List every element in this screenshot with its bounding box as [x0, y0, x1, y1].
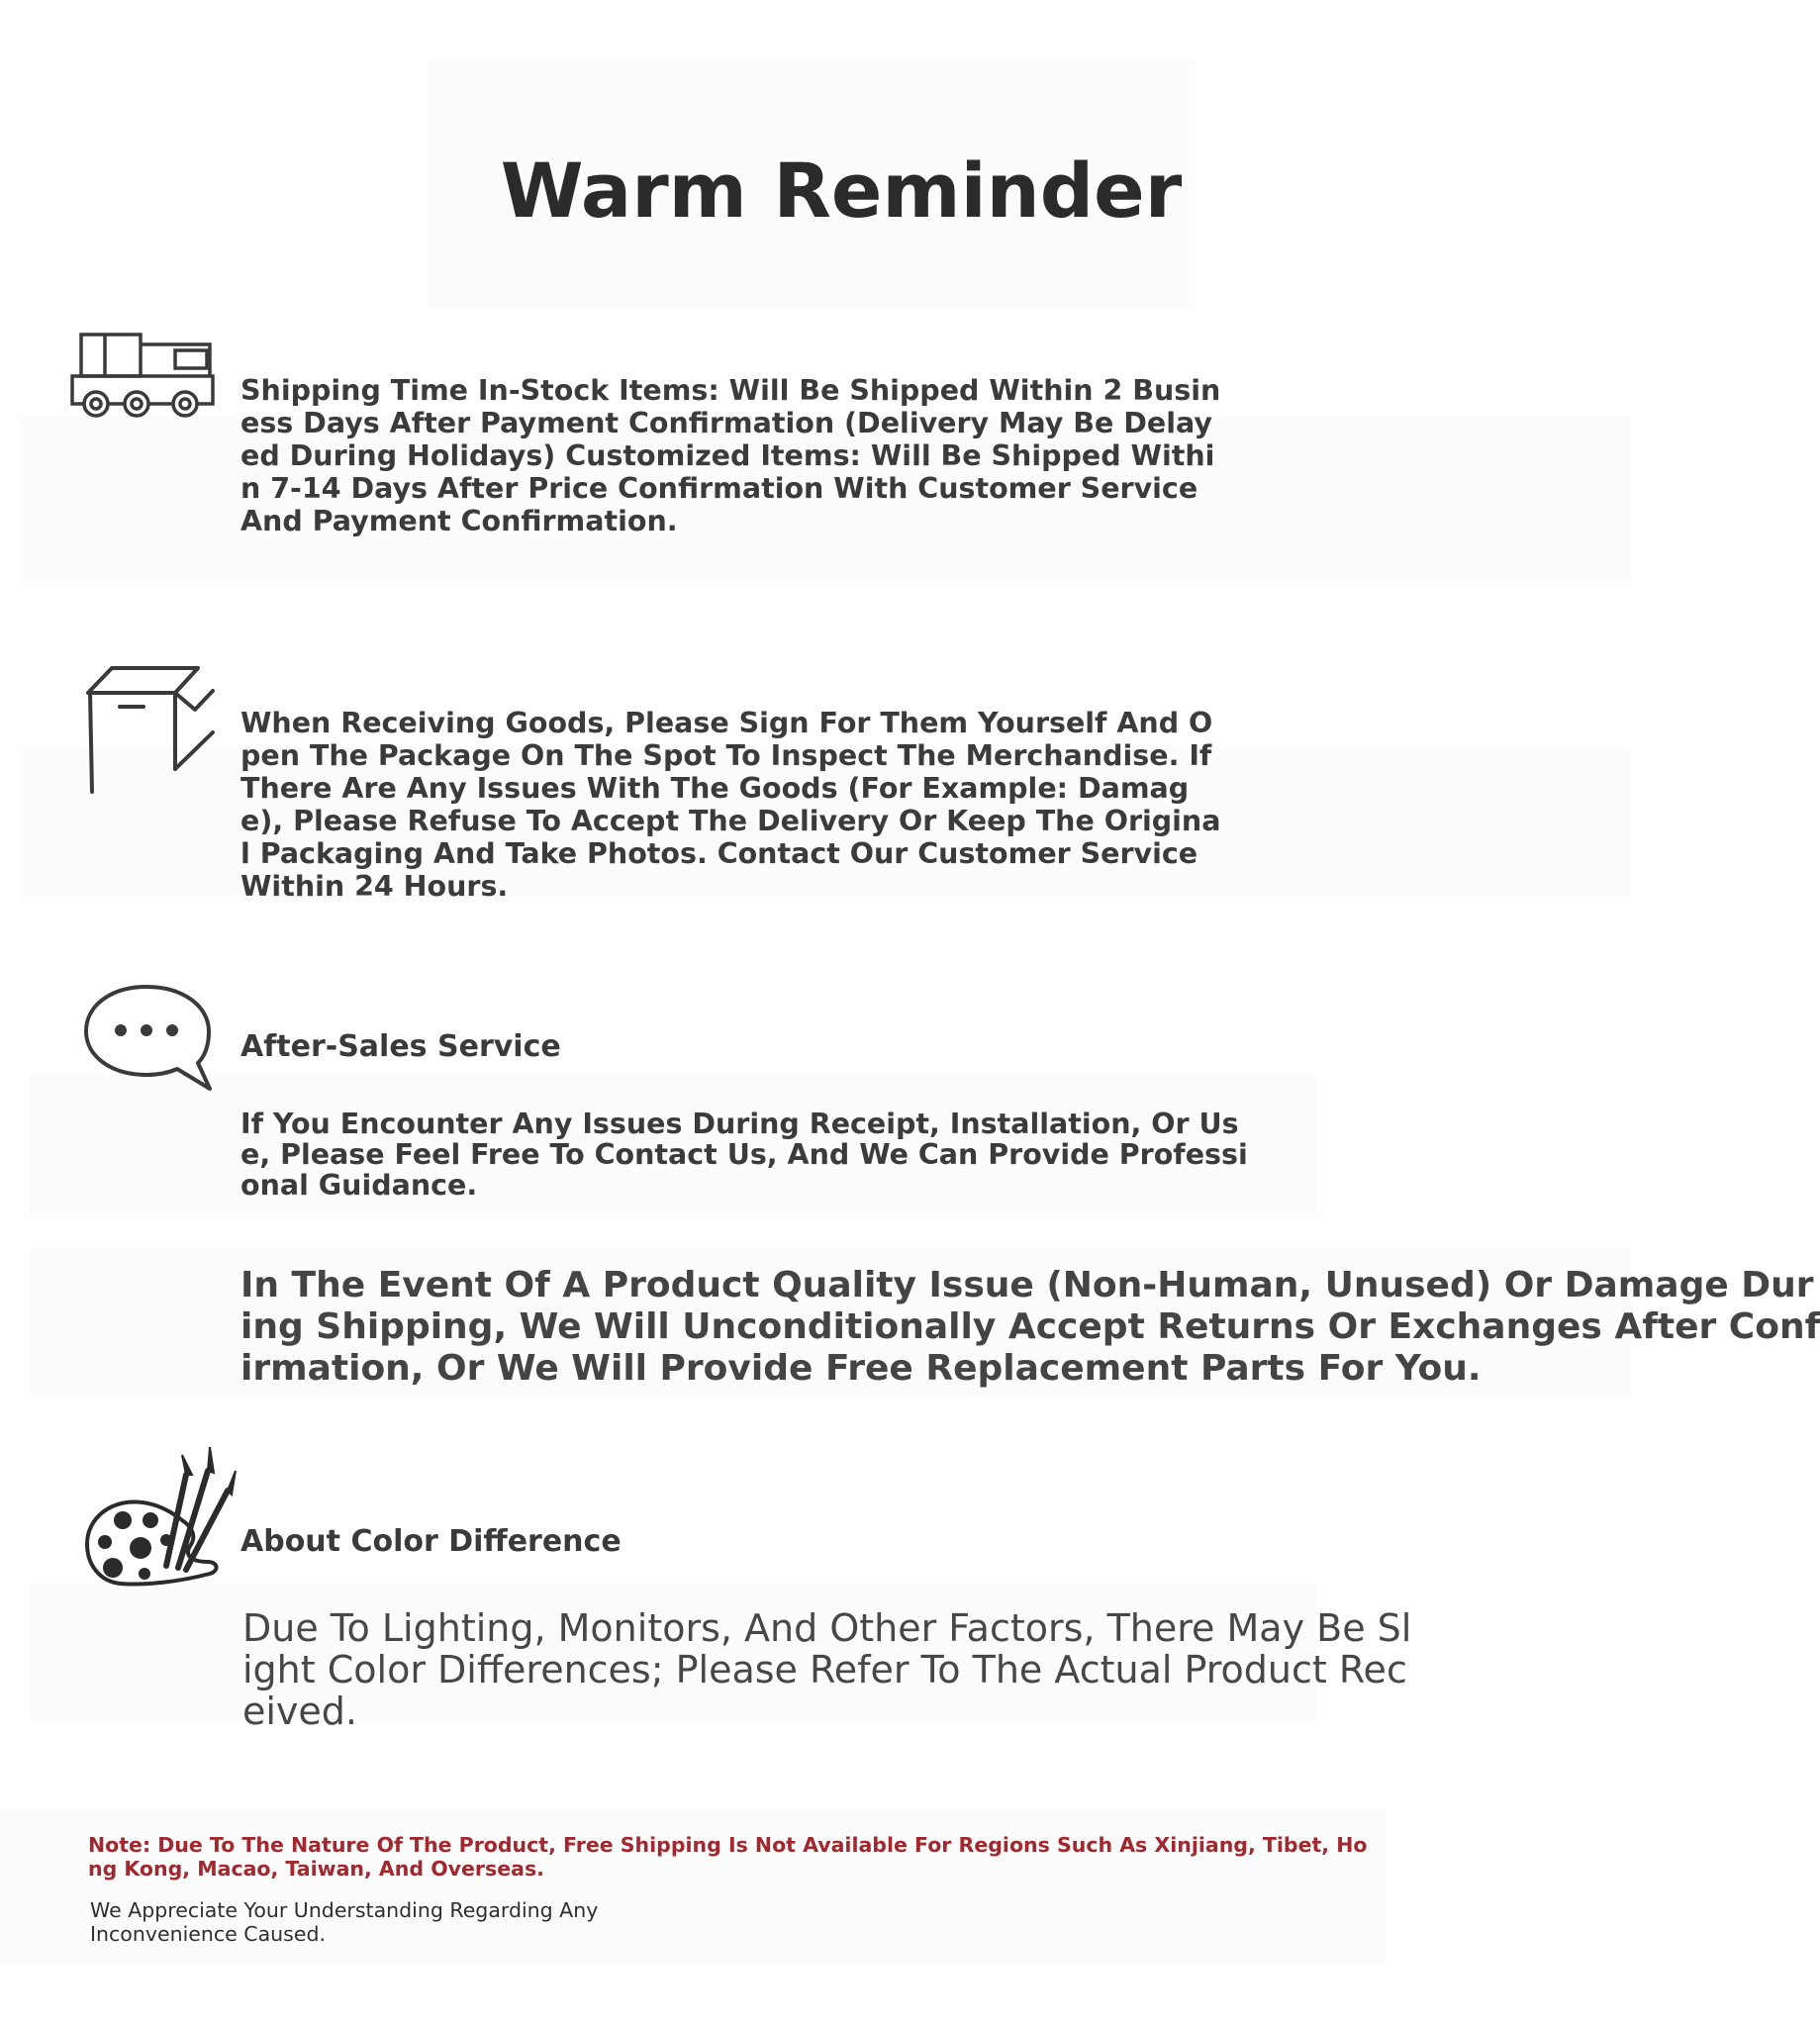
chat-bubble-icon [83, 984, 217, 1093]
shipping-text: Shipping Time In-Stock Items: Will Be Shipped Within 2 Business Days After Payment Confirmation (Delivery May Be Delayed During Holidays) Customized Items: Will Be Shipped Within 7-14 Days After Price Confirmation With Customer Service And Payment Confirmation. [240, 374, 1221, 537]
color-heading: About Color Difference [240, 1524, 622, 1559]
palette-icon [83, 1445, 241, 1593]
quality-line: In The Event Of A Product Quality Issue (Non-Human, Unused) Or Damage Dur [240, 1265, 1814, 1305]
open-box-icon [84, 665, 218, 799]
truck-icon [69, 327, 223, 421]
page-title: Warm Reminder [500, 146, 1183, 235]
appreciation-note: We Appreciate Your Understanding Regarding Any Inconvenience Caused. [90, 1898, 599, 1946]
quality-line: ing Shipping, We Will Unconditionally Accept Returns Or Exchanges After Conf [240, 1306, 1820, 1347]
quality-line: irmation, Or We Will Provide Free Replacement Parts For You. [240, 1348, 1482, 1389]
shipping-exclusion-note: Note: Due To The Nature Of The Product, Free Shipping Is Not Available For Regions Such As Xinjiang, Tibet, Hong Kong, Macao, Taiwan, And Overseas. [88, 1833, 1368, 1881]
after-sales-heading: After-Sales Service [240, 1029, 561, 1064]
after-sales-text: If You Encounter Any Issues During Receipt, Installation, Or Use, Please Feel Free To Contact Us, And We Can Provide Professional Guidance. [240, 1108, 1248, 1202]
quality-statement [240, 1265, 1820, 1390]
color-text: Due To Lighting, Monitors, And Other Factors, There May Be Slight Color Differences; Please Refer To The Actual Product Received. [242, 1606, 1412, 1733]
receiving-text: When Receiving Goods, Please Sign For Them Yourself And Open The Package On The Spot To Inspect The Merchandise. If There Are Any Issues With The Goods (For Example: Damage), Please Refuse To Accept The Delivery Or Keep The Original Packaging And Take Photos. Contact Our Customer Service Within 24 Hours. [240, 707, 1221, 903]
